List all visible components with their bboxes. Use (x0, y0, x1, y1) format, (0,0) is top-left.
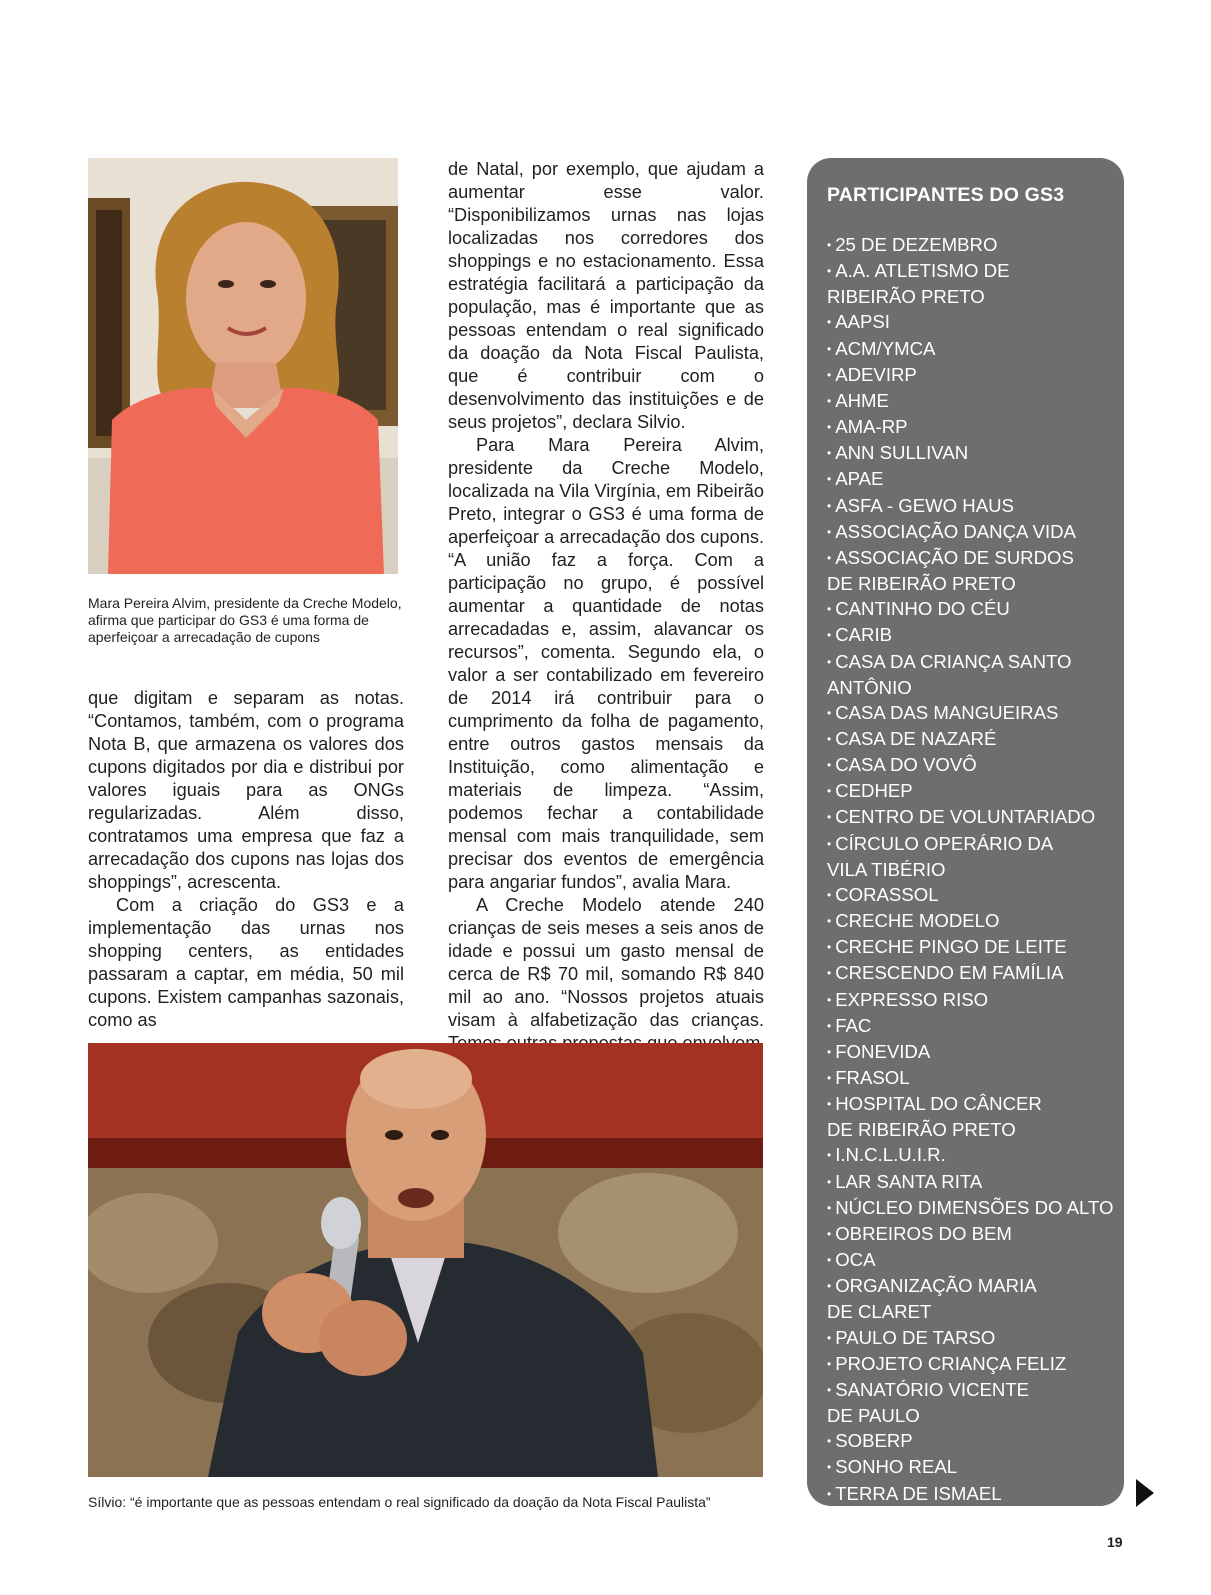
participant-item (827, 882, 1113, 908)
participant-item (827, 1221, 1113, 1247)
participant-name-line: CRECHE MODELO (835, 910, 1000, 932)
participant-name-line: APAE (835, 468, 884, 490)
silvio-photo-caption: Sílvio: “é importante que as pessoas entendam o real significado da doação da Nota Fiscal Paulista” (88, 1494, 711, 1510)
participant-item (827, 1481, 1113, 1507)
participant-name-line: SONHO REAL (835, 1456, 958, 1478)
participant-name-line: CÍRCULO OPERÁRIO DA (835, 832, 1054, 854)
participant-item (827, 1247, 1113, 1273)
participant-item (827, 309, 1113, 335)
participant-name-line: 25 DE DEZEMBRO (835, 234, 998, 255)
participant-item (827, 622, 1113, 648)
participant-name-line: ASFA - GEWO HAUS (835, 494, 1014, 516)
participant-item (827, 519, 1113, 545)
participant-name-line: ANN SULLIVAN (835, 442, 969, 464)
article-paragraph: A Creche Modelo atende 240 crianças de seis meses a seis anos de idade e possui um gasto mensal de cerca de R$ 70 mil, somando R$ 840 mil ao ano. “Nossos projetos atuais visam à alfabetização das crianças. (448, 895, 764, 1030)
participant-name-line: ASSOCIAÇÃO DE SURDOS (835, 546, 1074, 568)
participant-name-line: CARIB (835, 624, 893, 646)
participant-item (827, 1039, 1113, 1065)
article-paragraph: de Natal, por exemplo, que ajudam a aumentar esse valor. “Disponibilizamos urnas nas lojas localizadas nos corredores dos shoppings e no estacionamento. Essa estratégia facilitará a participação da população, mas é importante que as pessoas entendam o real significado da doação da Nota Fiscal Paulista, que é contribuir com o desenvolvimento das instituições e de seus projetos”, declara Silvio. (448, 159, 764, 432)
participant-item (827, 1351, 1113, 1377)
participant-item (827, 987, 1113, 1013)
participant-name-line: CENTRO DE VOLUNTARIADO (835, 806, 1096, 828)
participant-name-line: A.A. ATLETISMO DE (835, 260, 1010, 282)
participant-name-line: CEDHEP (835, 780, 913, 802)
participant-item (827, 1454, 1113, 1480)
participant-name-line: EXPRESSO RISO (835, 988, 989, 1010)
sidebar-title: PARTICIPANTES DO GS3 (827, 184, 1065, 206)
participant-name-line: VINDE MENINOS (835, 1508, 984, 1530)
participant-item (827, 440, 1113, 466)
participant-name-line: PAULO DE TARSO (835, 1326, 996, 1348)
participant-item (827, 831, 1113, 882)
participant-item (827, 1169, 1113, 1195)
article-middle-column (448, 158, 764, 1055)
participant-item (827, 336, 1113, 362)
article-paragraph: Para Mara Pereira Alvim, presidente da Creche Modelo, localizada na Vila Virgínia, em Ribeirão Preto, integrar o GS3 é uma forma de aperfeiçoar a arrecadação dos cupons. “A união faz a força. Com a participação no grupo, é possível aumentar a quantidade de notas arrecadadas e, assim, alavancar os recursos”, comenta. Segundo ela, o valor a ser contabilizado em fevereiro de 2014 irá contribuir para o cumprimento da folha de pagamento, entre outros gastos mensais da Instituição, como alimentação e materiais de limpeza. “Assim, podemos fechar a contabilidade mensal com mais tranquilidade, sem precisar dos eventos de emergência para angariar fundos”, avalia Mara. (448, 435, 764, 892)
participant-item (827, 493, 1113, 519)
participant-name-line: OCA (835, 1249, 876, 1271)
participant-item (827, 700, 1113, 726)
participant-name-line: SANATÓRIO VICENTE (835, 1378, 1030, 1400)
article-paragraph: Com a criação do GS3 e a implementação das urnas nos shopping centers, as entidades passaram a captar, em média, 50 mil cupons. Existem campanhas sazonais, como as (88, 895, 404, 1030)
participant-name-line: AMA-RP (835, 416, 908, 438)
participant-item (827, 778, 1113, 804)
participant-name-line: SOBERP (835, 1430, 913, 1452)
mara-photo-caption: Mara Pereira Alvim, presidente da Creche Modelo, afirma que participar do GS3 é uma forma de aperfeiçoar a arrecadação de cupons (88, 595, 402, 645)
participant-item (827, 649, 1113, 700)
participant-item (827, 908, 1113, 934)
participant-name-line: ACM/YMCA (835, 337, 936, 359)
participant-item (827, 1325, 1113, 1351)
participant-item (827, 362, 1113, 388)
participant-name-line: CRESCENDO EM FAMÍLIA (835, 962, 1064, 984)
participant-name-line: FONEVIDA (835, 1040, 931, 1062)
participant-name-line: DE RIBEIRÃO PRETO (827, 1119, 1016, 1141)
participant-name-line: AAPSI (835, 311, 890, 333)
participant-item (827, 258, 1113, 309)
participant-name-line: I.N.C.L.U.I.R. (835, 1144, 946, 1166)
participant-name-line: LAR SANTA RITA (835, 1170, 983, 1192)
participant-item (827, 1507, 1113, 1533)
participant-item (827, 1195, 1113, 1221)
participant-name-line: VILA TIBÉRIO (827, 858, 946, 880)
participant-name-line: RIBEIRÃO PRETO (827, 286, 985, 308)
participant-item (827, 1091, 1113, 1142)
participant-item (827, 1273, 1113, 1324)
mara-portrait-illustration (88, 158, 398, 574)
participant-item (827, 596, 1113, 622)
participant-name-line: PROJETO CRIANÇA FELIZ (835, 1352, 1067, 1374)
participant-name-line: ORGANIZAÇÃO MARIA (835, 1275, 1037, 1297)
participant-name-line: TERRA DE ISMAEL (835, 1482, 1002, 1504)
participant-item (827, 466, 1113, 492)
article-left-column (88, 687, 404, 1032)
participant-name-line: CANTINHO DO CÉU (835, 598, 1010, 620)
participant-item (827, 232, 1113, 258)
participant-name-line: ASSOCIAÇÃO DANÇA VIDA (835, 520, 1076, 542)
next-page-arrow-icon (1136, 1479, 1154, 1507)
participant-item (827, 1428, 1113, 1454)
participant-name-line: HOSPITAL DO CÂNCER (835, 1093, 1042, 1115)
participant-item (827, 804, 1113, 830)
participant-item (827, 545, 1113, 596)
participant-name-line: CASA DE NAZARÉ (835, 727, 997, 749)
participant-name-line: NÚCLEO DIMENSÕES DO ALTO (835, 1196, 1114, 1218)
participant-name-line: CASA DO VOVÔ (835, 754, 977, 776)
article-paragraph: que digitam e separam as notas. “Contamos, também, com o programa Nota B, que armazena os valores dos cupons digitados por dia e distribui por valores iguais para as ONGs regularizadas. Além disso, contratamos uma empresa que faz a arrecadação dos cupons nas lojas dos shoppings”, acrescenta. (88, 688, 404, 892)
participant-name-line: FRASOL (835, 1067, 910, 1088)
participant-name-line: DE RIBEIRÃO PRETO (827, 573, 1016, 595)
participant-name-line: CASA DA CRIANÇA SANTO (835, 650, 1072, 672)
silvio-photo-illustration (88, 1043, 763, 1477)
participant-name-line: AHME (835, 389, 889, 411)
participant-name-line: FAC (835, 1014, 872, 1036)
participant-name-line: CRECHE PINGO DE LEITE (835, 936, 1067, 958)
participant-name-line: ANTÔNIO (827, 676, 912, 698)
participant-item (827, 960, 1113, 986)
participants-list (827, 232, 1113, 1533)
participant-item (827, 1013, 1113, 1039)
participant-name-line: CORASSOL (835, 883, 939, 905)
participant-name-line: DE CLARET (827, 1301, 932, 1323)
participant-item (827, 388, 1113, 414)
participant-name-line: OBREIROS DO BEM (835, 1222, 1012, 1244)
participant-name-line: CASA DAS MANGUEIRAS (835, 701, 1059, 723)
participant-name-line: ADEVIRP (835, 363, 917, 385)
participant-item (827, 934, 1113, 960)
silvio-speaking-photo (88, 1043, 763, 1477)
participant-item (827, 1065, 1113, 1091)
participant-item (827, 726, 1113, 752)
participant-item (827, 752, 1113, 778)
participant-item (827, 1377, 1113, 1428)
participant-item (827, 414, 1113, 440)
mara-portrait-photo (88, 158, 398, 574)
participant-item (827, 1142, 1113, 1168)
participants-sidebar (807, 158, 1124, 1530)
page-number: 19 (1107, 1534, 1123, 1550)
participant-name-line: DE PAULO (827, 1405, 920, 1427)
